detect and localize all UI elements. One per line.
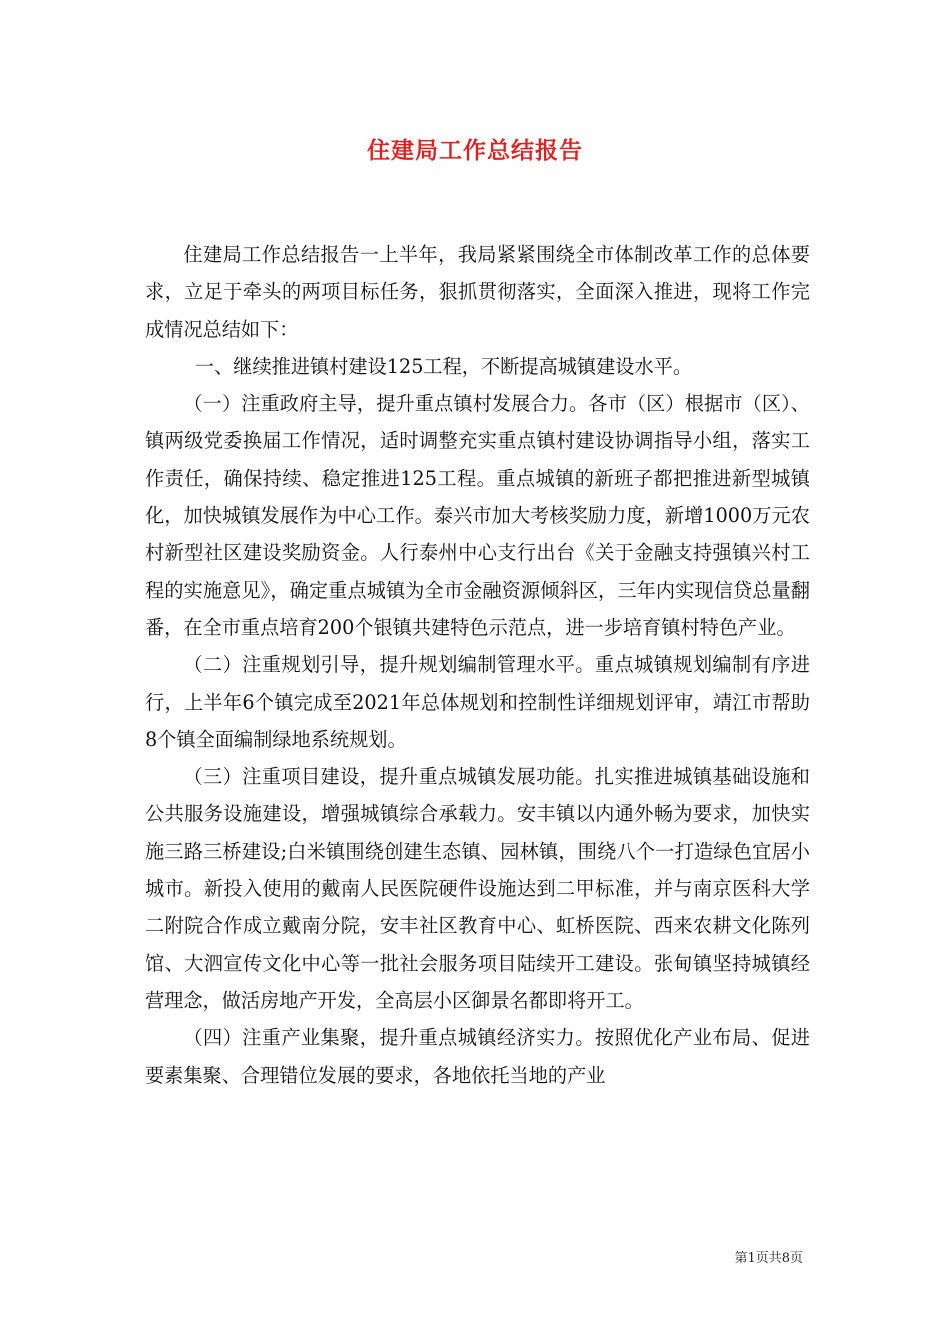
- document-body: [145, 236, 810, 1094]
- paragraph-section-1-2: （二）注重规划引导，提升规划编制管理水平。重点城镇规划编制有序进行，上半年6个镇完成至2021年总体规划和控制性详细规划评审，靖江市帮助8个镇全面编制绿地系统规划。: [145, 653, 810, 751]
- paragraph-section-1-3: （三）注重项目建设，提升重点城镇发展功能。扎实推进城镇基础设施和公共服务设施建设，增强城镇综合承载力。安丰镇以内通外畅为要求，加快实施三路三桥建设;白米镇围绕创建生态镇、园林镇，围绕八个一打造绿色宜居小城市。新投入使用的戴南人民医院硬件设施达到二甲标准，并与南京医科大学二附院合作成立戴南分院，安丰社区教育中心、虹桥医院、西来农耕文化陈列馆、大泗宣传文化中心等一批社会服务项目陆续开工建设。张甸镇坚持城镇经营理念，做活房地产开发，全高层小区御景名都即将开工。: [145, 765, 810, 1012]
- page-number: 第1页共8页: [734, 1251, 803, 1266]
- paragraph-section-1-4: （四）注重产业集聚，提升重点城镇经济实力。按照优化产业布局、促进要素集聚、合理错位发展的要求，各地依托当地的产业: [145, 1026, 810, 1087]
- document-title: 住建局工作总结报告: [367, 137, 583, 164]
- section-heading-1: 一、继续推进镇村建设125工程，不断提高城镇建设水平。: [194, 354, 693, 378]
- paragraph-intro: 住建局工作总结报告一上半年，我局紧紧围绕全市体制改革工作的总体要求，立足于牵头的两项目标任务，狠抓贯彻落实，全面深入推进，现将工作完成情况总结如下：: [145, 243, 810, 341]
- paragraph-section-1-1: （一）注重政府主导，提升重点镇村发展合力。各市（区）根据市（区）、镇两级党委换届工作情况，适时调整充实重点镇村建设协调指导小组，落实工作责任，确保持续、稳定推进125工程。重点城镇的新班子都把推进新型城镇化，加快城镇发展作为中心工作。泰兴市加大考核奖励力度，新增1000万元农村新型社区建设奖励资金。人行泰州中心支行出台《关于金融支持强镇兴村工程的实施意见》，确定重点城镇为全市金融资源倾斜区，三年内实现信贷总量翻番，在全市重点培育200个银镇共建特色示范点，进一步培育镇村特色产业。: [145, 392, 810, 639]
